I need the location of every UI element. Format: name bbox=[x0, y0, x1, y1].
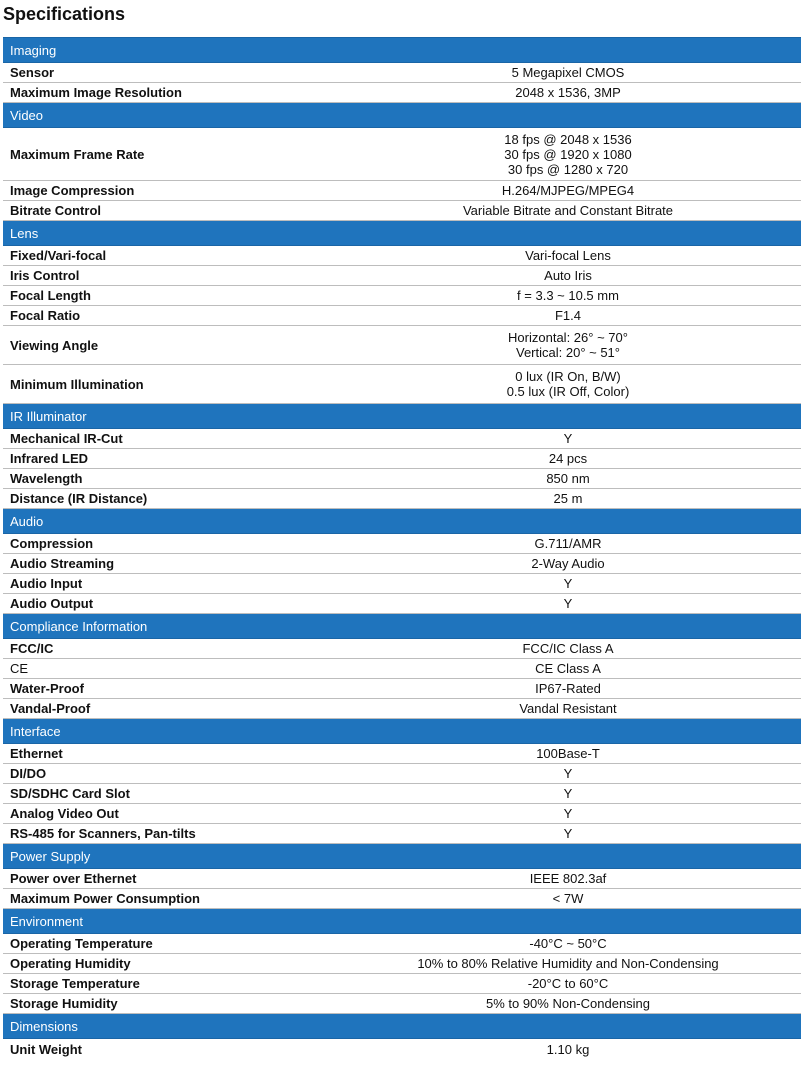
spec-label: CE bbox=[3, 659, 335, 679]
spec-value-line: 850 nm bbox=[546, 471, 590, 486]
spec-value bbox=[335, 869, 801, 889]
spec-value-line: Y bbox=[563, 431, 573, 446]
spec-label: Minimum Illumination bbox=[3, 365, 335, 404]
spec-label: Bitrate Control bbox=[3, 201, 335, 221]
spec-row-power-over-ethernet bbox=[3, 869, 801, 889]
spec-row-maximum-image-resolution bbox=[3, 83, 801, 103]
spec-value bbox=[335, 181, 801, 201]
spec-label: Fixed/Vari-focal bbox=[3, 246, 335, 266]
spec-value bbox=[335, 554, 801, 574]
spec-value-line: 5% to 90% Non-Condensing bbox=[485, 996, 651, 1011]
spec-value-line: F1.4 bbox=[554, 308, 581, 323]
spec-value bbox=[335, 489, 801, 509]
section-header-audio bbox=[3, 509, 801, 534]
spec-value-line: Vertical: 20° ~ 51° bbox=[516, 345, 620, 360]
spec-row-iris-control bbox=[3, 266, 801, 286]
spec-table bbox=[3, 37, 801, 1059]
spec-row-operating-temperature bbox=[3, 934, 801, 954]
spec-row-di-do bbox=[3, 764, 801, 784]
spec-value bbox=[335, 63, 801, 83]
spec-label: Power over Ethernet bbox=[3, 869, 335, 889]
spec-row-infrared-led bbox=[3, 449, 801, 469]
spec-label: Maximum Frame Rate bbox=[3, 128, 335, 181]
section-title: Audio bbox=[3, 509, 801, 534]
spec-label: RS-485 for Scanners, Pan-tilts bbox=[3, 824, 335, 844]
spec-value-line: CE Class A bbox=[535, 661, 601, 676]
spec-row-audio-output bbox=[3, 594, 801, 614]
spec-value-line: -40°C ~ 50°C bbox=[529, 936, 607, 951]
spec-row-maximum-power-consumption bbox=[3, 889, 801, 909]
spec-label: Audio Output bbox=[3, 594, 335, 614]
spec-table-body bbox=[3, 38, 801, 1060]
spec-row-ce bbox=[3, 659, 801, 679]
spec-row-compression bbox=[3, 534, 801, 554]
spec-value bbox=[335, 574, 801, 594]
spec-value-line: 30 fps @ 1280 x 720 bbox=[507, 161, 629, 177]
spec-value bbox=[335, 128, 801, 181]
spec-label: Storage Humidity bbox=[3, 994, 335, 1014]
spec-value bbox=[335, 201, 801, 221]
spec-label: DI/DO bbox=[3, 764, 335, 784]
spec-label: Unit Weight bbox=[10, 1041, 82, 1057]
spec-label: Maximum Power Consumption bbox=[3, 889, 335, 909]
spec-row-mechanical-ir-cut bbox=[3, 429, 801, 449]
spec-label: Operating Humidity bbox=[3, 954, 335, 974]
spec-value bbox=[335, 804, 801, 824]
spec-row-operating-humidity bbox=[3, 954, 801, 974]
spec-value bbox=[335, 449, 801, 469]
spec-row-storage-temperature bbox=[3, 974, 801, 994]
spec-row-wavelength bbox=[3, 469, 801, 489]
spec-value-line: 1.10 kg bbox=[546, 1041, 590, 1057]
spec-value-line: Y bbox=[563, 786, 573, 801]
spec-value-line: Horizontal: 26° ~ 70° bbox=[508, 330, 628, 345]
spec-row-maximum-frame-rate bbox=[3, 128, 801, 181]
spec-value bbox=[335, 639, 801, 659]
spec-label: Iris Control bbox=[3, 266, 335, 286]
spec-label: Operating Temperature bbox=[3, 934, 335, 954]
spec-row-unit-weight bbox=[3, 1039, 801, 1060]
spec-value-line: Y bbox=[563, 596, 573, 611]
spec-value-line: 100Base-T bbox=[536, 746, 600, 761]
spec-value-line: 0.5 lux (IR Off, Color) bbox=[506, 384, 630, 399]
spec-value bbox=[335, 784, 801, 804]
spec-label: Storage Temperature bbox=[3, 974, 335, 994]
spec-value-line: Y bbox=[563, 826, 573, 841]
section-title: Lens bbox=[3, 221, 801, 246]
spec-row-sensor bbox=[3, 63, 801, 83]
spec-row-storage-humidity bbox=[3, 994, 801, 1014]
spec-row-rs-485-for-scanners-pan-tilts bbox=[3, 824, 801, 844]
spec-value-line: FCC/IC Class A bbox=[522, 641, 614, 656]
spec-label: Ethernet bbox=[3, 744, 335, 764]
spec-value-line: Vari-focal Lens bbox=[525, 248, 611, 263]
spec-value-line: f = 3.3 ~ 10.5 mm bbox=[517, 288, 619, 303]
spec-value bbox=[335, 974, 801, 994]
section-header-compliance-information bbox=[3, 614, 801, 639]
spec-value-line: Y bbox=[563, 766, 573, 781]
spec-value-line: H.264/MJPEG/MPEG4 bbox=[501, 183, 635, 198]
spec-value bbox=[335, 659, 801, 679]
spec-row-focal-length bbox=[3, 286, 801, 306]
section-header-power-supply bbox=[3, 844, 801, 869]
spec-row-sd-sdhc-card-slot bbox=[3, 784, 801, 804]
spec-value-line: Variable Bitrate and Constant Bitrate bbox=[462, 203, 674, 218]
spec-label: Audio Streaming bbox=[3, 554, 335, 574]
spec-row-image-compression bbox=[3, 181, 801, 201]
section-header-environment bbox=[3, 909, 801, 934]
section-header-video bbox=[3, 103, 801, 128]
spec-label: Analog Video Out bbox=[3, 804, 335, 824]
section-header-dimensions bbox=[3, 1014, 801, 1039]
spec-value-line: Y bbox=[563, 576, 573, 591]
spec-label: Sensor bbox=[3, 63, 335, 83]
spec-value bbox=[335, 764, 801, 784]
spec-row-fixed-vari-focal bbox=[3, 246, 801, 266]
spec-value bbox=[335, 954, 801, 974]
spec-value-line: 2048 x 1536, 3MP bbox=[515, 85, 621, 100]
spec-label: Water-Proof bbox=[3, 679, 335, 699]
section-title: Compliance Information bbox=[3, 614, 801, 639]
spec-value bbox=[335, 934, 801, 954]
spec-value bbox=[335, 246, 801, 266]
spec-value bbox=[335, 824, 801, 844]
spec-label: Vandal-Proof bbox=[3, 699, 335, 719]
spec-row-focal-ratio bbox=[3, 306, 801, 326]
spec-value-line: 0 lux (IR On, B/W) bbox=[515, 369, 621, 384]
spec-value bbox=[335, 83, 801, 103]
spec-value-line: -20°C to 60°C bbox=[527, 976, 609, 991]
section-header-lens bbox=[3, 221, 801, 246]
spec-value bbox=[335, 679, 801, 699]
section-title: Power Supply bbox=[3, 844, 801, 869]
spec-row-ethernet bbox=[3, 744, 801, 764]
spec-row-distance-ir-distance bbox=[3, 489, 801, 509]
spec-label: Mechanical IR-Cut bbox=[3, 429, 335, 449]
spec-row-vandal-proof bbox=[3, 699, 801, 719]
spec-value bbox=[335, 469, 801, 489]
spec-label: FCC/IC bbox=[3, 639, 335, 659]
spec-label: Distance (IR Distance) bbox=[3, 489, 335, 509]
section-title: Video bbox=[3, 103, 801, 128]
spec-value bbox=[335, 306, 801, 326]
spec-value bbox=[335, 365, 801, 404]
section-header-ir-illuminator bbox=[3, 404, 801, 429]
spec-label: Wavelength bbox=[3, 469, 335, 489]
spec-value bbox=[335, 889, 801, 909]
spec-value bbox=[335, 266, 801, 286]
spec-value bbox=[335, 994, 801, 1014]
spec-value-line: 5 Megapixel CMOS bbox=[511, 65, 625, 80]
spec-value bbox=[335, 429, 801, 449]
spec-value bbox=[335, 326, 801, 365]
section-title: Environment bbox=[3, 909, 801, 934]
spec-value bbox=[335, 594, 801, 614]
spec-value-line: 25 m bbox=[553, 491, 583, 506]
spec-label: Audio Input bbox=[3, 574, 335, 594]
section-title: Imaging bbox=[3, 38, 801, 63]
spec-value-line: 30 fps @ 1920 x 1080 bbox=[504, 146, 632, 162]
spec-value-line: G.711/AMR bbox=[534, 536, 602, 551]
spec-value bbox=[335, 286, 801, 306]
spec-label: Focal Length bbox=[3, 286, 335, 306]
spec-row-audio-input bbox=[3, 574, 801, 594]
section-header-interface bbox=[3, 719, 801, 744]
section-title: Dimensions bbox=[3, 1014, 801, 1039]
spec-label: SD/SDHC Card Slot bbox=[3, 784, 335, 804]
spec-row-analog-video-out bbox=[3, 804, 801, 824]
spec-value-line: Y bbox=[563, 806, 573, 821]
spec-row-audio-streaming bbox=[3, 554, 801, 574]
page-title: Specifications bbox=[3, 4, 126, 24]
spec-value-line: < 7W bbox=[552, 891, 584, 906]
spec-value-line: 24 pcs bbox=[548, 451, 588, 466]
spec-label: Viewing Angle bbox=[3, 326, 335, 365]
section-title: IR Illuminator bbox=[3, 404, 801, 429]
spec-label: Image Compression bbox=[3, 181, 335, 201]
section-header-imaging bbox=[3, 38, 801, 63]
spec-value-line: Auto Iris bbox=[544, 268, 592, 283]
spec-row-water-proof bbox=[3, 679, 801, 699]
spec-value bbox=[335, 534, 801, 554]
spec-value-line: 2-Way Audio bbox=[531, 556, 605, 571]
spec-label: Maximum Image Resolution bbox=[3, 83, 335, 103]
spec-label: Compression bbox=[3, 534, 335, 554]
spec-value-line: Vandal Resistant bbox=[519, 701, 617, 716]
spec-value bbox=[335, 744, 801, 764]
section-title: Interface bbox=[3, 719, 801, 744]
spec-value bbox=[335, 1039, 801, 1060]
spec-value-line: 18 fps @ 2048 x 1536 bbox=[504, 131, 632, 147]
spec-value-line: 10% to 80% Relative Humidity and Non-Condensing bbox=[417, 956, 719, 971]
spec-label: Focal Ratio bbox=[3, 306, 335, 326]
spec-label: Infrared LED bbox=[3, 449, 335, 469]
spec-value bbox=[335, 699, 801, 719]
spec-value-line: IP67-Rated bbox=[535, 681, 601, 696]
spec-row-minimum-illumination bbox=[3, 365, 801, 404]
spec-row-bitrate-control bbox=[3, 201, 801, 221]
spec-row-fcc-ic bbox=[3, 639, 801, 659]
spec-value-line: IEEE 802.3af bbox=[529, 871, 607, 886]
spec-row-viewing-angle bbox=[3, 326, 801, 365]
